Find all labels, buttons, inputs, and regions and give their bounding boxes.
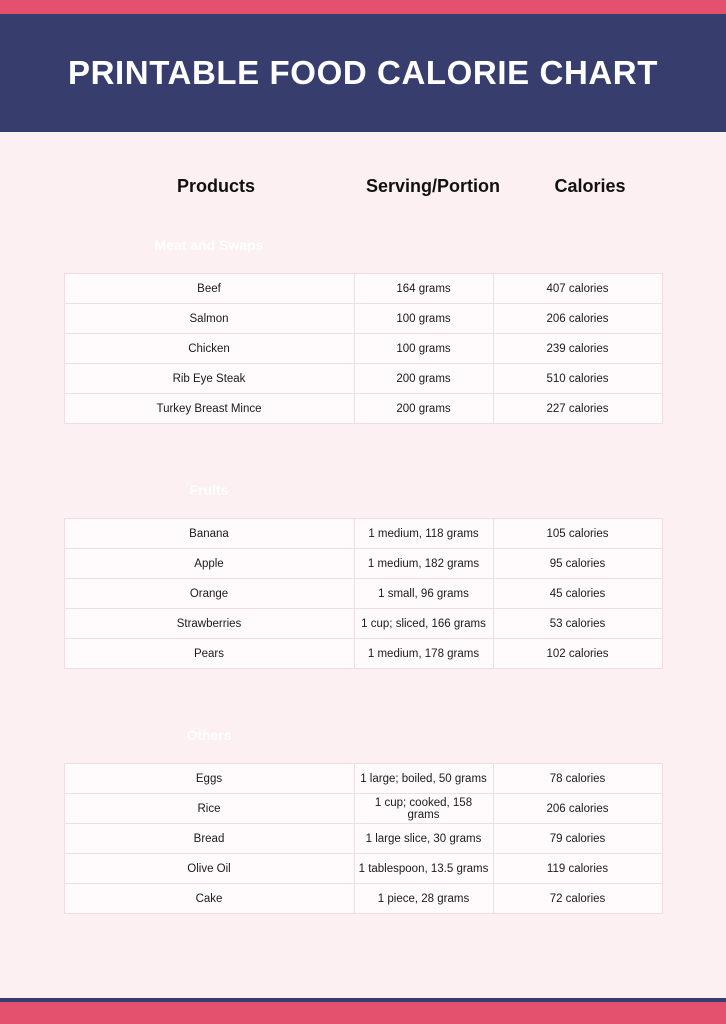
cell-calories: 510 calories	[493, 364, 662, 394]
cell-product: Turkey Breast Mince	[64, 394, 354, 424]
section-header-row	[64, 462, 662, 519]
section-title: Others	[186, 727, 232, 743]
table-row	[64, 884, 662, 914]
cell-calories: 79 calories	[493, 824, 662, 854]
cell-product: Chicken	[64, 334, 354, 364]
section-title-spacer-calories	[493, 462, 662, 519]
section-table-others	[0, 707, 726, 914]
cell-calories: 45 calories	[493, 579, 662, 609]
table-row	[64, 794, 662, 824]
table-row	[64, 549, 662, 579]
cell-serving: 1 cup; sliced, 166 grams	[354, 609, 493, 639]
table-row	[64, 609, 662, 639]
cell-product: Beef	[64, 274, 354, 304]
table-row	[64, 304, 662, 334]
cell-serving: 1 piece, 28 grams	[354, 884, 493, 914]
cell-product: Olive Oil	[64, 854, 354, 884]
column-header-serving: Serving/Portion	[365, 176, 500, 196]
cell-serving: 200 grams	[354, 364, 493, 394]
cell-serving: 1 tablespoon, 13.5 grams	[354, 854, 493, 884]
cell-product: Bread	[64, 824, 354, 854]
cell-serving: 1 medium, 182 grams	[354, 549, 493, 579]
section-header-row	[64, 217, 662, 274]
cell-calories: 206 calories	[493, 794, 662, 824]
table-row	[64, 639, 662, 669]
cell-product: Apple	[64, 549, 354, 579]
cell-calories: 407 calories	[493, 274, 662, 304]
cell-calories: 102 calories	[493, 639, 662, 669]
cell-calories: 72 calories	[493, 884, 662, 914]
cell-product: Strawberries	[64, 609, 354, 639]
cell-calories: 95 calories	[493, 549, 662, 579]
section-header-row	[64, 707, 662, 764]
cell-serving: 1 medium, 178 grams	[354, 639, 493, 669]
table-row	[64, 579, 662, 609]
section-title: Fruits	[189, 482, 229, 498]
section-title-spacer-serving	[354, 462, 493, 519]
column-header-products: Products	[176, 176, 255, 196]
column-headers	[0, 176, 726, 197]
table-row	[64, 854, 662, 884]
table-row	[64, 364, 662, 394]
cell-product: Rice	[64, 794, 354, 824]
table-row	[64, 824, 662, 854]
column-header-calories: Calories	[554, 176, 626, 196]
section-table-fruits	[0, 462, 726, 669]
cell-calories: 53 calories	[493, 609, 662, 639]
cell-serving: 200 grams	[354, 394, 493, 424]
bottom-accent-bar	[0, 1002, 726, 1024]
table-row	[64, 274, 662, 304]
table-row	[64, 394, 662, 424]
cell-serving: 1 small, 96 grams	[354, 579, 493, 609]
cell-calories: 227 calories	[493, 394, 662, 424]
table-row	[64, 519, 662, 549]
cell-calories: 206 calories	[493, 304, 662, 334]
cell-serving: 1 large slice, 30 grams	[354, 824, 493, 854]
title-band	[0, 14, 726, 132]
cell-calories: 78 calories	[493, 764, 662, 794]
section-title: Meat and Swaps	[154, 237, 264, 253]
cell-product: Salmon	[64, 304, 354, 334]
cell-product: Cake	[64, 884, 354, 914]
cell-serving: 100 grams	[354, 304, 493, 334]
section-title-spacer-calories	[493, 707, 662, 764]
cell-serving: 164 grams	[354, 274, 493, 304]
chart-content	[0, 132, 726, 914]
cell-calories: 105 calories	[493, 519, 662, 549]
cell-calories: 119 calories	[493, 854, 662, 884]
cell-serving: 1 medium, 118 grams	[354, 519, 493, 549]
section-title-spacer-serving	[354, 707, 493, 764]
section-title-spacer-serving	[354, 217, 493, 274]
cell-serving: 100 grams	[354, 334, 493, 364]
cell-serving: 1 cup; cooked, 158 grams	[354, 794, 493, 824]
section-table-meat	[0, 217, 726, 424]
cell-product: Orange	[64, 579, 354, 609]
cell-product: Eggs	[64, 764, 354, 794]
page-title: PRINTABLE FOOD CALORIE CHART	[68, 54, 658, 91]
top-accent-bar	[0, 0, 726, 14]
cell-calories: 239 calories	[493, 334, 662, 364]
table-row	[64, 334, 662, 364]
cell-serving: 1 large; boiled, 50 grams	[354, 764, 493, 794]
cell-product: Rib Eye Steak	[64, 364, 354, 394]
section-title-spacer-calories	[493, 217, 662, 274]
cell-product: Pears	[64, 639, 354, 669]
cell-product: Banana	[64, 519, 354, 549]
table-row	[64, 764, 662, 794]
